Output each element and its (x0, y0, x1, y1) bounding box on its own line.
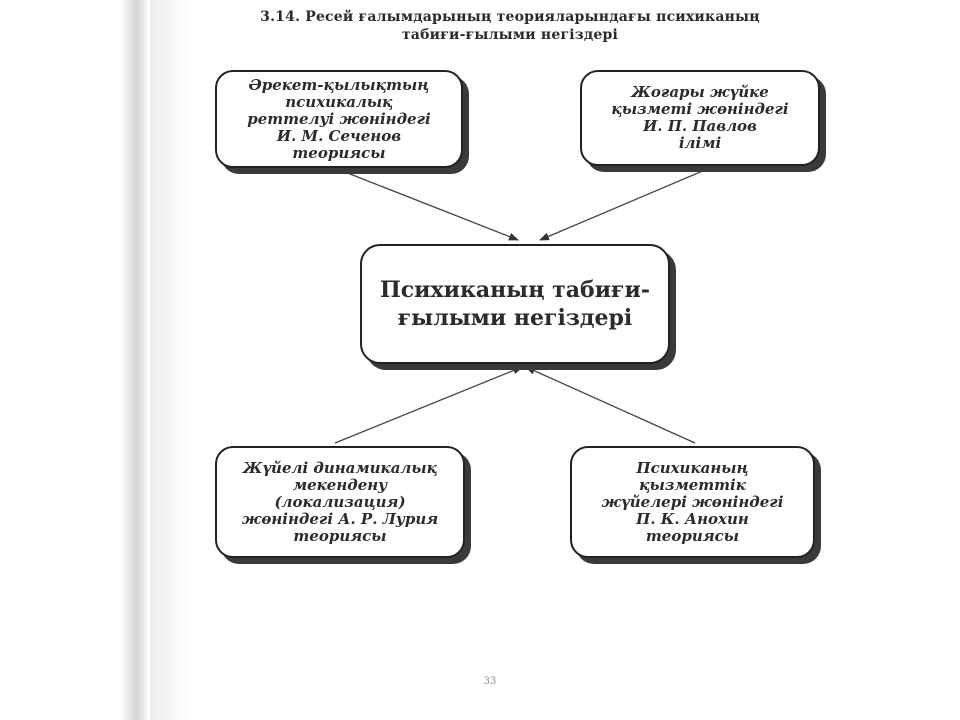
node-sechenov-line-4: И. М. Сеченов (276, 126, 402, 145)
node-pavlov-line-3: И. П. Павлов (643, 117, 757, 135)
arrow-top-right-to-center (540, 170, 705, 240)
arrow-bottom-right-to-center (526, 367, 695, 443)
page-number: 33 (483, 676, 497, 687)
node-luria-line-2: мекендену (292, 475, 388, 494)
node-pavlov-line-2: қызметі жөніндегі (611, 100, 789, 118)
node-pavlov-line-4: ілімі (678, 134, 722, 152)
node-anokhin-line-5: теориясы (645, 526, 740, 545)
diagram-title-line-2: табиғи-ғылыми негіздері (401, 27, 619, 43)
node-central-line-1: Психиканың табиғи- (380, 277, 650, 303)
node-anokhin-theory (570, 446, 815, 558)
arrow-bottom-left-to-center (335, 367, 522, 443)
node-sechenov-line-1: Әрекет-қылықтың (248, 75, 430, 94)
node-luria-line-3: (локализация) (274, 492, 406, 511)
node-luria-line-1: Жүйелі динамикалық (242, 458, 438, 477)
node-anokhin-line-2: қызметтік (639, 475, 746, 494)
node-sechenov-line-2: психикалық (285, 92, 393, 111)
node-luria-line-4: жөніндегі А. Р. Лурия (241, 509, 439, 528)
node-pavlov-line-1: Жоғары жүйке (631, 83, 769, 101)
node-luria-theory (215, 446, 465, 558)
node-pavlov-theory (580, 70, 820, 166)
node-anokhin-line-1: Психиканың (636, 458, 749, 477)
node-central-concept (360, 244, 670, 364)
node-sechenov-line-3: реттелуі жөніндегі (247, 109, 431, 128)
node-central-line-2: ғылыми негіздері (397, 305, 633, 331)
node-luria-line-5: теориясы (293, 526, 387, 545)
diagram-title-line-1: 3.14. Ресей ғалымдарының теорияларындағы психиканың (260, 9, 760, 25)
node-anokhin-line-4: П. К. Анохин (636, 509, 749, 528)
node-sechenov-theory (215, 70, 463, 168)
node-sechenov-line-5: теориясы (292, 143, 386, 162)
arrow-top-left-to-center (340, 170, 518, 240)
node-anokhin-line-3: жүйелері жөніндегі (601, 492, 784, 511)
